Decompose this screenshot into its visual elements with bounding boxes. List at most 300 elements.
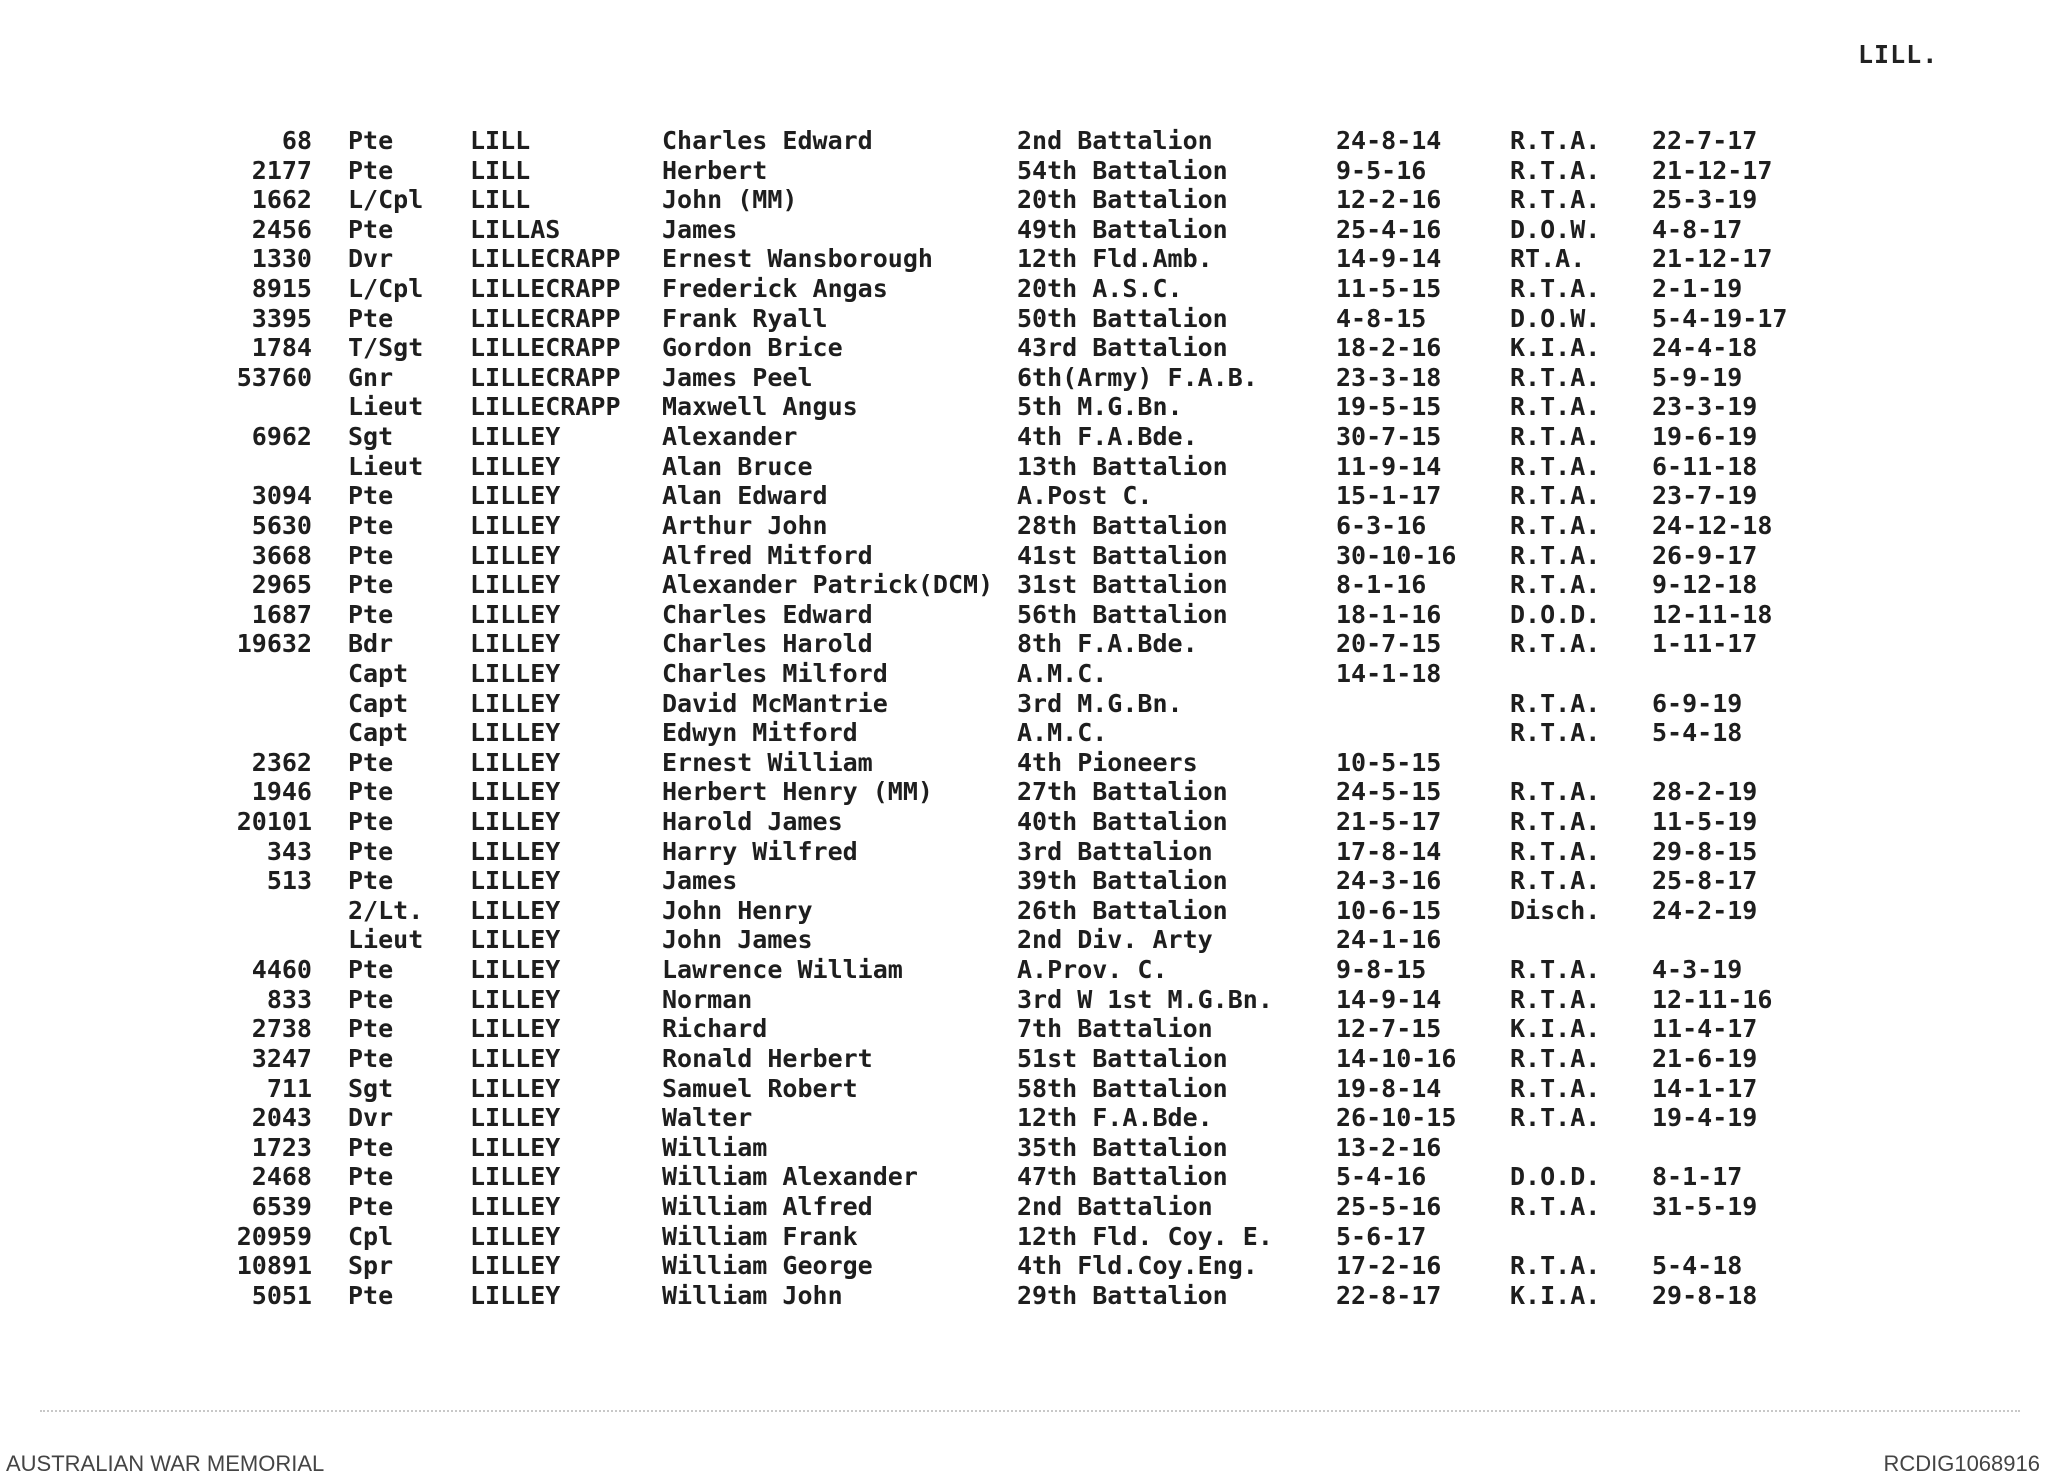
surname: LILLECRAPP	[470, 392, 621, 422]
rank: Pte	[348, 1191, 394, 1221]
enlistment-date: 25-5-16	[1336, 1191, 1442, 1221]
service-number: 6962	[251, 422, 312, 452]
service-number: 2738	[251, 1014, 312, 1044]
surname: LILLEY	[470, 451, 561, 481]
surname: LILLEY	[470, 1280, 561, 1310]
fate: R.T.A.	[1510, 481, 1601, 511]
enlistment-date: 13-2-16	[1336, 1132, 1442, 1162]
surname: LILLEY	[470, 777, 561, 807]
roll-row	[0, 837, 2048, 867]
scan-edge-rule	[40, 1410, 2020, 1412]
unit: 56th Battalion	[1017, 599, 1228, 629]
enlistment-date: 12-7-15	[1336, 1014, 1442, 1044]
rank: Pte	[348, 1043, 394, 1073]
enlistment-date: 24-5-15	[1336, 777, 1442, 807]
given-names: William John	[662, 1280, 843, 1310]
unit: 6th(Army) F.A.B.	[1017, 362, 1258, 392]
rank: Pte	[348, 126, 394, 155]
roll-row	[0, 985, 2048, 1015]
given-names: John (MM)	[662, 185, 798, 215]
roll-row	[0, 156, 2048, 186]
fate: K.I.A.	[1510, 333, 1601, 363]
given-names: Gordon Brice	[662, 333, 843, 363]
given-names: Alexander	[662, 422, 798, 452]
given-names: Herbert Henry (MM)	[662, 777, 933, 807]
fate-date: 23-3-19	[1652, 392, 1758, 422]
given-names: Maxwell Angus	[662, 392, 858, 422]
roll-row	[0, 629, 2048, 659]
service-number: 20101	[236, 807, 312, 837]
enlistment-date: 18-1-16	[1336, 599, 1442, 629]
rank: Pte	[348, 303, 394, 333]
given-names: John James	[662, 925, 813, 955]
rank: Pte	[348, 807, 394, 837]
fate-date: 12-11-16	[1652, 984, 1773, 1014]
given-names: Charles Edward	[662, 126, 873, 155]
roll-row	[0, 422, 2048, 452]
roll-row	[0, 925, 2048, 955]
given-names: Alexander Patrick(DCM)	[662, 570, 994, 600]
rank: Pte	[348, 510, 394, 540]
surname: LILL	[470, 126, 531, 155]
service-number: 3094	[251, 481, 312, 511]
roll-row	[0, 304, 2048, 334]
fate: R.T.A.	[1510, 510, 1601, 540]
fate: R.T.A.	[1510, 126, 1601, 155]
fate: D.O.W.	[1510, 214, 1601, 244]
service-number: 5630	[251, 510, 312, 540]
given-names: Alan Bruce	[662, 451, 813, 481]
given-names: Samuel Robert	[662, 1073, 858, 1103]
rank: Lieut	[348, 392, 424, 422]
fate: R.T.A.	[1510, 629, 1601, 659]
fate: D.O.W.	[1510, 303, 1601, 333]
unit: 35th Battalion	[1017, 1132, 1228, 1162]
roll-row	[0, 807, 2048, 837]
roll-row	[0, 1014, 2048, 1044]
enlistment-date: 4-8-15	[1336, 303, 1427, 333]
unit: 28th Battalion	[1017, 510, 1228, 540]
rank: Gnr	[348, 362, 394, 392]
unit: 12th F.A.Bde.	[1017, 1103, 1213, 1133]
nominal-roll	[0, 126, 2048, 1310]
given-names: Richard	[662, 1014, 768, 1044]
surname: LILLEY	[470, 895, 561, 925]
surname: LILLEY	[470, 866, 561, 896]
enlistment-date: 5-6-17	[1336, 1221, 1427, 1251]
service-number: 3247	[251, 1043, 312, 1073]
service-number: 2468	[251, 1162, 312, 1192]
unit: 4th Pioneers	[1017, 747, 1198, 777]
fate-date: 2-1-19	[1652, 274, 1743, 304]
service-number: 8915	[251, 274, 312, 304]
fate-date: 21-6-19	[1652, 1043, 1758, 1073]
enlistment-date: 9-8-15	[1336, 955, 1427, 985]
given-names: Alan Edward	[662, 481, 828, 511]
fate-date: 5-9-19	[1652, 362, 1743, 392]
fate-date: 31-5-19	[1652, 1191, 1758, 1221]
surname: LILLEY	[470, 718, 561, 748]
service-number: 343	[266, 836, 312, 866]
enlistment-date: 19-5-15	[1336, 392, 1442, 422]
unit: 26th Battalion	[1017, 895, 1228, 925]
given-names: William Alfred	[662, 1191, 873, 1221]
fate: R.T.A.	[1510, 1103, 1601, 1133]
fate-date: 6-9-19	[1652, 688, 1743, 718]
rank: Pte	[348, 570, 394, 600]
enlistment-date: 18-2-16	[1336, 333, 1442, 363]
rank: Pte	[348, 836, 394, 866]
given-names: James Peel	[662, 362, 813, 392]
enlistment-date: 17-8-14	[1336, 836, 1442, 866]
enlistment-date: 25-4-16	[1336, 214, 1442, 244]
rank: Dvr	[348, 1103, 394, 1133]
surname: LILLECRAPP	[470, 362, 621, 392]
surname: LILLEY	[470, 955, 561, 985]
unit: 51st Battalion	[1017, 1043, 1228, 1073]
fate: R.T.A.	[1510, 1191, 1601, 1221]
fate: R.T.A.	[1510, 836, 1601, 866]
service-number: 53760	[236, 362, 312, 392]
unit: A.M.C.	[1017, 658, 1108, 688]
fate: R.T.A.	[1510, 955, 1601, 985]
roll-row	[0, 1192, 2048, 1222]
fate-date: 29-8-18	[1652, 1280, 1758, 1310]
surname: LILLECRAPP	[470, 244, 621, 274]
fate: R.T.A.	[1510, 688, 1601, 718]
unit: 43rd Battalion	[1017, 333, 1228, 363]
enlistment-date: 20-7-15	[1336, 629, 1442, 659]
rank: Pte	[348, 866, 394, 896]
enlistment-date: 14-9-14	[1336, 984, 1442, 1014]
rank: Pte	[348, 747, 394, 777]
unit: 12th Fld. Coy. E.	[1017, 1221, 1273, 1251]
fate-date: 19-6-19	[1652, 422, 1758, 452]
service-number: 1330	[251, 244, 312, 274]
unit: 4th Fld.Coy.Eng.	[1017, 1251, 1258, 1281]
roll-row	[0, 1222, 2048, 1252]
unit: 20th A.S.C.	[1017, 274, 1183, 304]
unit: 40th Battalion	[1017, 807, 1228, 837]
given-names: Ernest Wansborough	[662, 244, 933, 274]
fate-date: 6-11-18	[1652, 451, 1758, 481]
given-names: William Alexander	[662, 1162, 918, 1192]
given-names: William George	[662, 1251, 873, 1281]
rank: Pte	[348, 214, 394, 244]
given-names: Edwyn Mitford	[662, 718, 858, 748]
service-number: 5051	[251, 1280, 312, 1310]
fate-date: 21-12-17	[1652, 244, 1773, 274]
fate-date: 26-9-17	[1652, 540, 1758, 570]
fate-date: 5-4-19-17	[1652, 303, 1788, 333]
rank: L/Cpl	[348, 274, 424, 304]
unit: 39th Battalion	[1017, 866, 1228, 896]
service-number: 711	[266, 1073, 312, 1103]
service-number: 4460	[251, 955, 312, 985]
enlistment-date: 30-7-15	[1336, 422, 1442, 452]
roll-row	[0, 896, 2048, 926]
fate: R.T.A.	[1510, 866, 1601, 896]
fate: K.I.A.	[1510, 1280, 1601, 1310]
rank: Dvr	[348, 244, 394, 274]
given-names: Arthur John	[662, 510, 828, 540]
surname: LILLEY	[470, 1103, 561, 1133]
roll-row	[0, 1251, 2048, 1281]
enlistment-date: 14-10-16	[1336, 1043, 1457, 1073]
fate: R.T.A.	[1510, 274, 1601, 304]
unit: 41st Battalion	[1017, 540, 1228, 570]
fate: D.O.D.	[1510, 599, 1601, 629]
rank: Spr	[348, 1251, 394, 1281]
unit: 8th F.A.Bde.	[1017, 629, 1198, 659]
fate: R.T.A.	[1510, 777, 1601, 807]
enlistment-date: 11-9-14	[1336, 451, 1442, 481]
surname: LILL	[470, 185, 531, 215]
given-names: Charles Milford	[662, 658, 888, 688]
unit: 27th Battalion	[1017, 777, 1228, 807]
given-names: Walter	[662, 1103, 753, 1133]
unit: 12th Fld.Amb.	[1017, 244, 1213, 274]
roll-row	[0, 1281, 2048, 1311]
fate-date: 21-12-17	[1652, 155, 1773, 185]
surname: LILLEY	[470, 1221, 561, 1251]
roll-row	[0, 185, 2048, 215]
fate-date: 24-12-18	[1652, 510, 1773, 540]
rank: Lieut	[348, 925, 424, 955]
unit: 13th Battalion	[1017, 451, 1228, 481]
surname: LILLEY	[470, 925, 561, 955]
unit: 31st Battalion	[1017, 570, 1228, 600]
fate: R.T.A.	[1510, 718, 1601, 748]
enlistment-date: 19-8-14	[1336, 1073, 1442, 1103]
rank: Pte	[348, 599, 394, 629]
roll-row	[0, 363, 2048, 393]
roll-row	[0, 1074, 2048, 1104]
rank: Capt	[348, 718, 409, 748]
roll-row	[0, 1133, 2048, 1163]
fate-date: 28-2-19	[1652, 777, 1758, 807]
unit: A.Post C.	[1017, 481, 1153, 511]
surname: LILLEY	[470, 807, 561, 837]
surname: LILLEY	[470, 1014, 561, 1044]
roll-row	[0, 748, 2048, 778]
given-names: William	[662, 1132, 768, 1162]
enlistment-date: 24-1-16	[1336, 925, 1442, 955]
fate: D.O.D.	[1510, 1162, 1601, 1192]
enlistment-date: 11-5-15	[1336, 274, 1442, 304]
service-number: 3668	[251, 540, 312, 570]
service-number: 3395	[251, 303, 312, 333]
fate-date: 25-8-17	[1652, 866, 1758, 896]
enlistment-date: 26-10-15	[1336, 1103, 1457, 1133]
roll-row	[0, 126, 2048, 156]
rank: Pte	[348, 1280, 394, 1310]
fate: R.T.A.	[1510, 1073, 1601, 1103]
roll-row	[0, 777, 2048, 807]
rank: L/Cpl	[348, 185, 424, 215]
given-names: Alfred Mitford	[662, 540, 873, 570]
enlistment-date: 9-5-16	[1336, 155, 1427, 185]
rank: Pte	[348, 540, 394, 570]
rank: Pte	[348, 984, 394, 1014]
service-number: 10891	[236, 1251, 312, 1281]
surname: LILLEY	[470, 629, 561, 659]
rank: Pte	[348, 1132, 394, 1162]
surname: LILLEY	[470, 1132, 561, 1162]
enlistment-date: 8-1-16	[1336, 570, 1427, 600]
given-names: Frank Ryall	[662, 303, 828, 333]
given-names: Frederick Angas	[662, 274, 888, 304]
roll-row	[0, 392, 2048, 422]
rank: Capt	[348, 688, 409, 718]
service-number: 19632	[236, 629, 312, 659]
unit: 2nd Battalion	[1017, 126, 1213, 155]
given-names: Charles Harold	[662, 629, 873, 659]
fate-date: 12-11-18	[1652, 599, 1773, 629]
given-names: Harold James	[662, 807, 843, 837]
rank: Pte	[348, 1162, 394, 1192]
rank: Pte	[348, 481, 394, 511]
enlistment-date: 15-1-17	[1336, 481, 1442, 511]
service-number: 20959	[236, 1221, 312, 1251]
fate-date: 25-3-19	[1652, 185, 1758, 215]
surname: LILLEY	[470, 510, 561, 540]
footer-source: AUSTRALIAN WAR MEMORIAL	[6, 1451, 325, 1476]
fate: R.T.A.	[1510, 984, 1601, 1014]
rank: Pte	[348, 1014, 394, 1044]
unit: 20th Battalion	[1017, 185, 1228, 215]
given-names: James	[662, 866, 738, 896]
surname: LILLECRAPP	[470, 303, 621, 333]
roll-row	[0, 511, 2048, 541]
unit: 50th Battalion	[1017, 303, 1228, 333]
fate-date: 24-4-18	[1652, 333, 1758, 363]
roll-row	[0, 541, 2048, 571]
fate-date: 11-4-17	[1652, 1014, 1758, 1044]
surname: LILLEY	[470, 747, 561, 777]
roll-row	[0, 244, 2048, 274]
unit: 49th Battalion	[1017, 214, 1228, 244]
surname: LILLEY	[470, 1043, 561, 1073]
service-number: 2456	[251, 214, 312, 244]
given-names: James	[662, 214, 738, 244]
service-number: 513	[266, 866, 312, 896]
surname: LILLEY	[470, 1251, 561, 1281]
roll-row	[0, 866, 2048, 896]
enlistment-date: 24-8-14	[1336, 126, 1442, 155]
service-number: 1723	[251, 1132, 312, 1162]
fate: K.I.A.	[1510, 1014, 1601, 1044]
roll-row	[0, 481, 2048, 511]
given-names: John Henry	[662, 895, 813, 925]
footer-record-id: RCDIG1068916	[1883, 1451, 2040, 1476]
surname: LILLEY	[470, 658, 561, 688]
rank: Lieut	[348, 451, 424, 481]
enlistment-date: 17-2-16	[1336, 1251, 1442, 1281]
unit: 3rd W 1st M.G.Bn.	[1017, 984, 1273, 1014]
unit: A.Prov. C.	[1017, 955, 1168, 985]
unit: 5th M.G.Bn.	[1017, 392, 1183, 422]
fate-date: 1-11-17	[1652, 629, 1758, 659]
fate: R.T.A.	[1510, 570, 1601, 600]
roll-row	[0, 1103, 2048, 1133]
fate: R.T.A.	[1510, 392, 1601, 422]
enlistment-date: 10-6-15	[1336, 895, 1442, 925]
surname: LILLEY	[470, 599, 561, 629]
unit: 29th Battalion	[1017, 1280, 1228, 1310]
unit: 4th F.A.Bde.	[1017, 422, 1198, 452]
fate: R.T.A.	[1510, 155, 1601, 185]
given-names: William Frank	[662, 1221, 858, 1251]
enlistment-date: 10-5-15	[1336, 747, 1442, 777]
enlistment-date: 22-8-17	[1336, 1280, 1442, 1310]
service-number: 1662	[251, 185, 312, 215]
fate-date: 23-7-19	[1652, 481, 1758, 511]
fate-date: 11-5-19	[1652, 807, 1758, 837]
unit: 2nd Div. Arty	[1017, 925, 1213, 955]
service-number: 1946	[251, 777, 312, 807]
fate-date: 19-4-19	[1652, 1103, 1758, 1133]
unit: 3rd M.G.Bn.	[1017, 688, 1183, 718]
enlistment-date: 21-5-17	[1336, 807, 1442, 837]
roll-row	[0, 689, 2048, 719]
fate-date: 14-1-17	[1652, 1073, 1758, 1103]
fate: R.T.A.	[1510, 807, 1601, 837]
rank: Bdr	[348, 629, 394, 659]
fate: R.T.A.	[1510, 422, 1601, 452]
surname: LILLECRAPP	[470, 274, 621, 304]
roll-row	[0, 215, 2048, 245]
roll-row	[0, 718, 2048, 748]
unit: 54th Battalion	[1017, 155, 1228, 185]
surname: LILL	[470, 155, 531, 185]
roll-row	[0, 1162, 2048, 1192]
service-number: 2043	[251, 1103, 312, 1133]
rank: Pte	[348, 955, 394, 985]
fate: R.T.A.	[1510, 540, 1601, 570]
fate: RT.A.	[1510, 244, 1586, 274]
fate-date: 24-2-19	[1652, 895, 1758, 925]
fate-date: 8-1-17	[1652, 1162, 1743, 1192]
surname-tag: LILL.	[1858, 40, 1939, 69]
surname: LILLEY	[470, 1162, 561, 1192]
given-names: Ernest William	[662, 747, 873, 777]
surname: LILLEY	[470, 1191, 561, 1221]
rank: Pte	[348, 155, 394, 185]
roll-row	[0, 274, 2048, 304]
given-names: Charles Edward	[662, 599, 873, 629]
given-names: David McMantrie	[662, 688, 888, 718]
service-number: 6539	[251, 1191, 312, 1221]
fate: R.T.A.	[1510, 1251, 1601, 1281]
rank: T/Sgt	[348, 333, 424, 363]
surname: LILLEY	[470, 984, 561, 1014]
fate: R.T.A.	[1510, 1043, 1601, 1073]
roll-row	[0, 333, 2048, 363]
surname: LILLECRAPP	[470, 333, 621, 363]
enlistment-date: 12-2-16	[1336, 185, 1442, 215]
rank: Cpl	[348, 1221, 394, 1251]
roll-row	[0, 570, 2048, 600]
enlistment-date: 24-3-16	[1336, 866, 1442, 896]
given-names: Norman	[662, 984, 753, 1014]
fate-date: 4-8-17	[1652, 214, 1743, 244]
unit: 7th Battalion	[1017, 1014, 1213, 1044]
rank: 2/Lt.	[348, 895, 424, 925]
fate: R.T.A.	[1510, 362, 1601, 392]
given-names: Herbert	[662, 155, 768, 185]
service-number: 68	[281, 126, 312, 155]
